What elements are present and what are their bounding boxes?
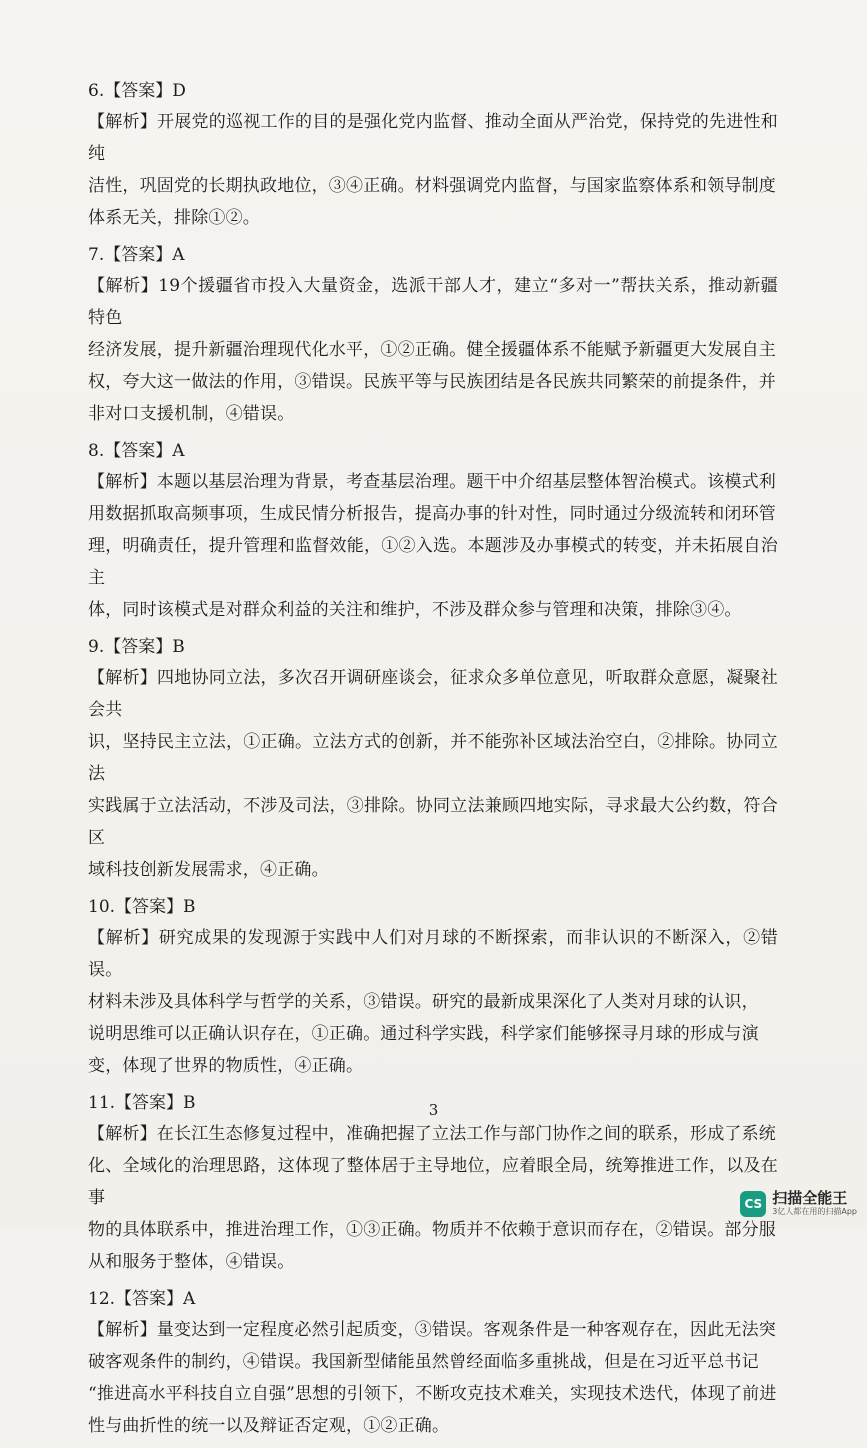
camscanner-logo-icon: CS [740, 1191, 766, 1217]
answer-item-8 [88, 436, 778, 626]
analysis-line: 化、全域化的治理思路，这体现了整体居于主导地位，应着眼全局，统筹推进工作，以及在事 [88, 1156, 778, 1208]
watermark-subtitle: 3亿人都在用的扫描App [772, 1207, 857, 1216]
watermark-text [772, 1190, 857, 1217]
analysis-line: 性与曲折性的统一以及辩证否定观，①②正确。 [88, 1416, 450, 1436]
analysis-line: 经济发展，提升新疆治理现代化水平，①②正确。健全援疆体系不能赋予新疆更大发展自主 [88, 340, 776, 360]
analysis-line: 物的具体联系中，推进治理工作，①③正确。物质并不依赖于意识而存在，②错误。部分服 [88, 1220, 776, 1240]
answer-item-7 [88, 240, 778, 430]
analysis-line: 【解析】开展党的巡视工作的目的是强化党内监督、推动全面从严治党，保持党的先进性和纯 [88, 112, 778, 164]
analysis-text [88, 922, 778, 1082]
analysis-line: 【解析】19个援疆省市投入大量资金，选派干部人才，建立“多对一”帮扶关系，推动新疆特色 [88, 276, 778, 328]
analysis-line: 【解析】量变达到一定程度必然引起质变，③错误。客观条件是一种客观存在，因此无法突 [88, 1320, 776, 1340]
analysis-text [88, 270, 778, 430]
analysis-line: 权，夸大这一做法的作用，③错误。民族平等与民族团结是各民族共同繁荣的前提条件，并 [88, 372, 776, 392]
analysis-text [88, 1118, 778, 1278]
analysis-line: 用数据抓取高频事项，生成民情分析报告，提高办事的针对性，同时通过分级流转和闭环管 [88, 504, 776, 524]
analysis-line: 说明思维可以正确认识存在，①正确。通过科学实践，科学家们能够探寻月球的形成与演 [88, 1024, 759, 1044]
analysis-line: 体系无关，排除①②。 [88, 208, 260, 228]
analysis-line: 【解析】研究成果的发现源于实践中人们对月球的不断探索，而非认识的不断深入，②错误。 [88, 928, 778, 980]
page-number: 3 [428, 1101, 439, 1119]
answer-heading: 8.【答案】A [88, 441, 185, 461]
answer-heading: 10.【答案】B [88, 897, 196, 917]
answer-heading: 11.【答案】B [88, 1093, 196, 1113]
answer-item-6 [88, 76, 778, 234]
analysis-line: 【解析】本题以基层治理为背景，考查基层治理。题干中介绍基层整体智治模式。该模式利 [88, 472, 776, 492]
answer-list [88, 76, 778, 1448]
analysis-line: 识，坚持民主立法，①正确。立法方式的创新，并不能弥补区域法治空白，②排除。协同立法 [88, 732, 778, 784]
answer-heading: 9.【答案】B [88, 637, 185, 657]
analysis-line: 域科技创新发展需求，④正确。 [88, 860, 329, 880]
answer-heading: 7.【答案】A [88, 245, 185, 265]
analysis-line: 体，同时该模式是对群众利益的关注和维护，不涉及群众参与管理和决策，排除③④。 [88, 600, 742, 620]
analysis-text [88, 466, 778, 626]
analysis-line: 实践属于立法活动，不涉及司法，③排除。协同立法兼顾四地实际，寻求最大公约数，符合区 [88, 796, 778, 848]
analysis-text [88, 106, 778, 234]
analysis-line: 洁性，巩固党的长期执政地位，③④正确。材料强调党内监督，与国家监察体系和领导制度 [88, 176, 776, 196]
analysis-line: 从和服务于整体，④错误。 [88, 1252, 295, 1272]
answer-item-12 [88, 1284, 778, 1442]
answer-item-9 [88, 632, 778, 886]
analysis-line: “推进高水平科技自立自强”思想的引领下，不断攻克技术难关，实现技术迭代，体现了前进 [88, 1384, 777, 1404]
answer-heading: 12.【答案】A [88, 1289, 196, 1309]
scanner-watermark [740, 1190, 857, 1217]
analysis-line: 非对口支援机制，④错误。 [88, 404, 295, 424]
answer-item-10 [88, 892, 778, 1082]
analysis-line: 【解析】在长江生态修复过程中，准确把握了立法工作与部门协作之间的联系，形成了系统 [88, 1124, 776, 1144]
analysis-line: 材料未涉及具体科学与哲学的关系，③错误。研究的最新成果深化了人类对月球的认识， [88, 992, 759, 1012]
analysis-text [88, 1314, 778, 1442]
watermark-title: 扫描全能王 [772, 1189, 848, 1207]
answer-heading: 6.【答案】D [88, 81, 186, 101]
analysis-line: 变，体现了世界的物质性，④正确。 [88, 1056, 364, 1076]
analysis-line: 【解析】四地协同立法，多次召开调研座谈会，征求众多单位意见，听取群众意愿，凝聚社会共 [88, 668, 778, 720]
analysis-line: 破客观条件的制约，④错误。我国新型储能虽然曾经面临多重挑战，但是在习近平总书记 [88, 1352, 759, 1372]
analysis-line: 理，明确责任，提升管理和监督效能，①②入选。本题涉及办事模式的转变，并未拓展自治主 [88, 536, 778, 588]
analysis-text [88, 662, 778, 886]
